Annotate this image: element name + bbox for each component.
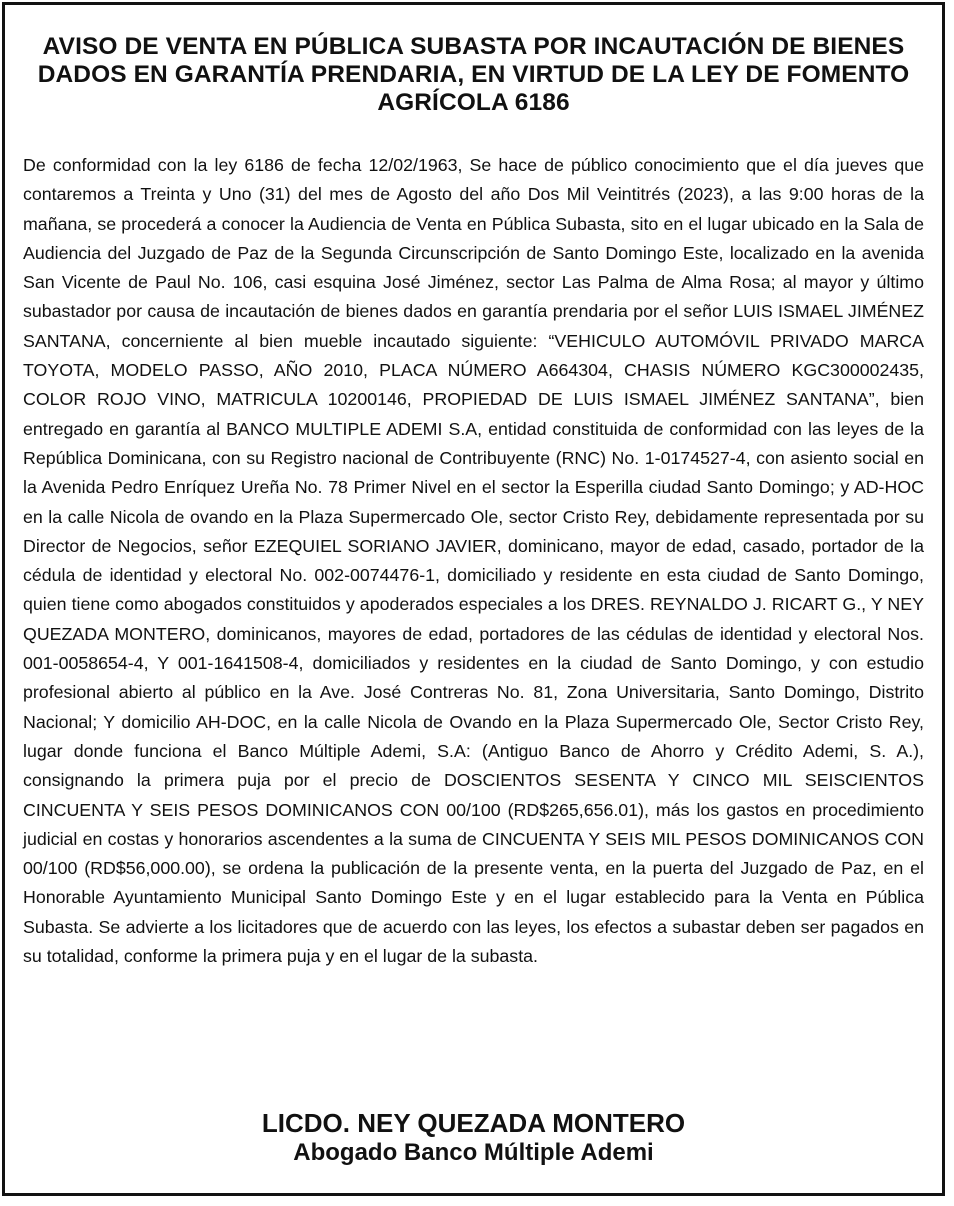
notice-body: De conformidad con la ley 6186 de fecha 12/02/1963, Se hace de público conocimiento que el día jueves que contaremos a Treinta y Uno (31) del mes de Agosto del año Dos Mil Veintitrés (2023), a las 9:00 horas de la mañana, se procederá a conocer la Audiencia de Venta en Pública Subasta, sito en el lugar ubicado en la Sala de Audiencia del Juzgado de Paz de la Segunda Circunscripción de Santo Domingo Este, localizado en la avenida San Vicente de Paul No. 106, casi esquina José Jiménez, sector Las Palma de Alma Rosa; al mayor y último subastador por causa de incautación de bienes dados en garantía prendaria por el señor LUIS ISMAEL JIMÉNEZ SANTANA, concerniente al bien mueble incautado siguiente: “VEHICULO AUTOMÓVIL PRIVADO MARCA TOYOTA, MODELO PASSO, AÑO 2010, PLACA NÚMERO A664304, CHASIS NÚMERO KGC300002435, COLOR ROJO VINO, MATRICULA 10200146, PROPIEDAD DE LUIS ISMAEL JIMÉNEZ SANTANA”, bien entregado en garantía al BANCO MULTIPLE ADEMI S.A, entidad constituida de conformidad con las leyes de la República Dominicana, con su Registro nacional de Contribuyente (RNC) No. 1-0174527-4, con asiento social en la Avenida Pedro Enríquez Ureña No. 78 Primer Nivel en el sector la Esperilla ciudad Santo Domingo; y AD-HOC en la calle Nicola de ovando en la Plaza Supermercado Ole, sector Cristo Rey, debidamente representada por su Director de Negocios, señor EZEQUIEL SORIANO JAVIER, dominicano, mayor de edad, casado, portador de la cédula de identidad y electoral No. 002-0074476-1, domiciliado y residente en esta ciudad de Santo Domingo, quien tiene como abogados constituidos y apoderados especiales a los DRES. REYNALDO J. RICART G., Y NEY QUEZADA MONTERO, dominicanos, mayores de edad, portadores de las cédulas de identidad y electoral Nos. 001-0058654-4, Y 001-1641508-4, domiciliados y residentes en la ciudad de Santo Domingo, y con estudio profesional abierto al público en la Ave. José Contreras No. 81, Zona Universitaria, Santo Domingo, Distrito Nacional; Y domicilio AH-DOC, en la calle Nicola de Ovando en la Plaza Supermercado Ole, Sector Cristo Rey, lugar donde funciona el Banco Múltiple Ademi, S.A: (Antiguo Banco de Ahorro y Crédito Ademi, S. A.), consignando la primera puja por el precio de DOSCIENTOS SESENTA Y CINCO MIL SEISCIENTOS CINCUENTA Y SEIS PESOS DOMINICANOS CON 00/100 (RD$265,656.01), más los gastos en procedimiento judicial en costas y honorarios ascendentes a la suma de CINCUENTA Y SEIS MIL PESOS DOMINICANOS CON 00/100 (RD$56,000.00), se ordena la publicación de la presente venta, en la puerta del Juzgado de Paz, en el Honorable Ayuntamiento Municipal Santo Domingo Este y en el lugar establecido para la Venta en Pública Subasta. Se advierte a los licitadores que de acuerdo con las leyes, los efectos a subastar deben ser pagados en su totalidad, conforme la primera puja y en el lugar de la subasta. bbox=[23, 155, 924, 967]
signature-block bbox=[25, 1108, 922, 1168]
notice-title: AVISO DE VENTA EN PÚBLICA SUBASTA POR INCAUTACIÓN DE BIENES DADOS EN GARANTÍA PRENDARIA, EN VIRTUD DE LA LEY DE FOMENTO AGRÍCOLA 6186 bbox=[37, 33, 910, 116]
notice-frame bbox=[2, 2, 945, 1196]
signature-role: Abogado Banco Múltiple Ademi bbox=[293, 1139, 654, 1166]
signature-name: LICDO. NEY QUEZADA MONTERO bbox=[261, 1108, 686, 1138]
